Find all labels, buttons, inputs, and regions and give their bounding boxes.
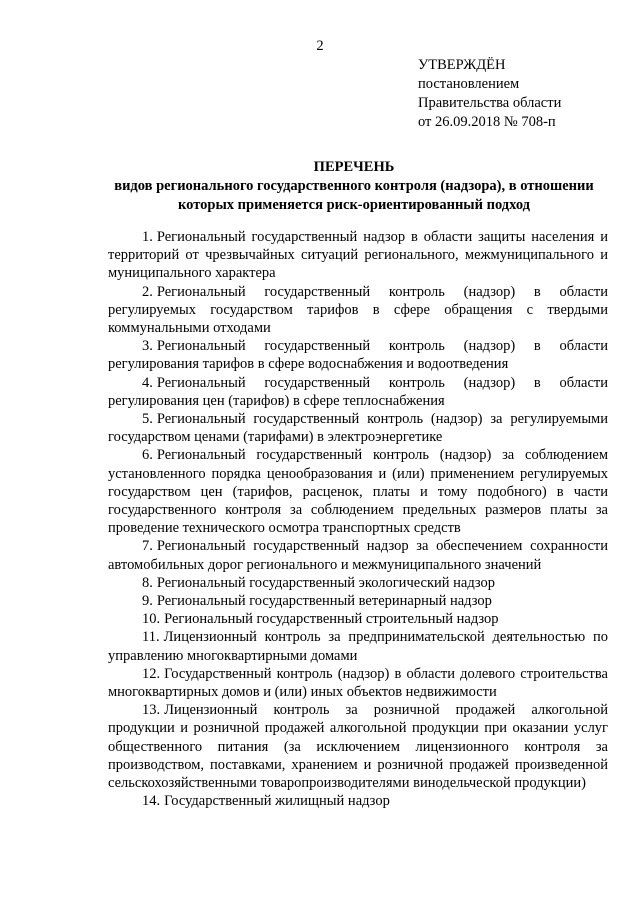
list-item-number: 6. bbox=[142, 447, 153, 464]
list-item-text: Лицензионный контроль за предпринимательской деятельностью по управлению многоквартирными домами bbox=[108, 629, 608, 664]
list-item-number: 14. bbox=[142, 793, 161, 810]
list-item-number: 3. bbox=[142, 338, 153, 355]
list-item-number: 9. bbox=[142, 593, 153, 610]
approval-stamp bbox=[418, 56, 561, 132]
title-subtitle-line-2: которых применяется риск-ориентированный подход bbox=[178, 197, 530, 213]
list-item bbox=[108, 665, 608, 701]
list-item bbox=[108, 446, 608, 537]
list-item bbox=[108, 374, 608, 410]
list-item bbox=[108, 574, 608, 592]
list-item bbox=[108, 610, 608, 628]
list-item-number: 1. bbox=[142, 229, 153, 245]
control-types-list bbox=[108, 228, 608, 811]
approval-line-approved: УТВЕРЖДЁН bbox=[418, 57, 506, 73]
list-item-text: Региональный государственный контроль (надзор) за регулируемыми государством ценами (тарифами) в электроэнергетике bbox=[108, 411, 608, 446]
list-item-text: Лицензионный контроль за розничной продажей алкогольной продукции и розничной продажей алкогольной продукции при оказании услуг общественного питания (за исключением лицензионного контроля за производством, поставками, хранением и розничной продажей произведенной сельскохозяйственными товаропроизводителями винодельческой продукции) bbox=[108, 702, 608, 792]
title-subtitle-line-1: видов регионального государственного контроля (надзора), в отношении bbox=[114, 178, 594, 194]
list-item-number: 5. bbox=[142, 411, 153, 428]
approval-line-resolution: постановлением bbox=[418, 76, 520, 92]
list-item-text: Региональный государственный контроль (надзор) в области регулирования тарифов в сфере водоснабжения и водоотведения bbox=[108, 338, 608, 373]
approval-line-date: от 26.09.2018 № 708-п bbox=[418, 114, 556, 130]
page-number: 2 bbox=[316, 38, 324, 54]
list-item-text: Региональный государственный ветеринарный надзор bbox=[156, 593, 492, 610]
list-item-text: Региональный государственный контроль (надзор) за соблюдением установленного порядка ценообразования и (или) применением регулируемых государством цен (тарифов, расценок, платы и тому подобного) в части государственного контроля за соблюдением предельных размеров платы за проведение технического осмотра транспортных средств bbox=[108, 447, 608, 537]
list-item-text: Региональный государственный надзор в области защиты населения и территорий от чрезвычайных ситуаций регионального, межмуниципального и муниципального характера bbox=[108, 229, 608, 282]
document-title bbox=[100, 158, 608, 215]
list-item-number: 12. bbox=[142, 665, 161, 682]
list-item-text: Региональный государственный надзор за обеспечением сохранности автомобильных дорог регионального и межмуниципального значений bbox=[108, 538, 608, 573]
list-item-number: 8. bbox=[142, 574, 153, 591]
list-item-text: Региональный государственный контроль (надзор) в области регулируемых государством тарифов в сфере обращения с твердыми коммунальными отходами bbox=[108, 283, 608, 337]
list-item-number: 4. bbox=[142, 374, 153, 391]
list-item bbox=[108, 628, 608, 664]
list-item bbox=[108, 283, 608, 338]
list-item-number: 7. bbox=[142, 538, 153, 555]
list-item-number: 10. bbox=[142, 611, 161, 628]
list-item-number: 13. bbox=[142, 702, 161, 719]
list-item-text: Региональный государственный контроль (надзор) в области регулирования цен (тарифов) в сфере теплоснабжения bbox=[108, 374, 608, 409]
list-item bbox=[108, 410, 608, 446]
list-item-text: Региональный государственный экологический надзор bbox=[156, 574, 496, 591]
list-item bbox=[108, 337, 608, 373]
list-item-text: Государственный контроль (надзор) в области долевого строительства многоквартирных домов и (или) иных объектов недвижимости bbox=[108, 665, 608, 701]
list-item bbox=[108, 701, 608, 792]
approval-line-government: Правительства области bbox=[418, 95, 562, 111]
list-item bbox=[108, 592, 608, 610]
list-item bbox=[108, 537, 608, 573]
title-heading: ПЕРЕЧЕНЬ bbox=[313, 159, 395, 175]
list-item-text: Региональный государственный строительный надзор bbox=[164, 611, 499, 628]
list-item-number: 11. bbox=[142, 629, 160, 646]
list-item-text: Государственный жилищный надзор bbox=[164, 793, 390, 810]
list-item bbox=[108, 228, 608, 283]
list-item-number: 2. bbox=[142, 283, 153, 300]
list-item bbox=[108, 792, 608, 810]
